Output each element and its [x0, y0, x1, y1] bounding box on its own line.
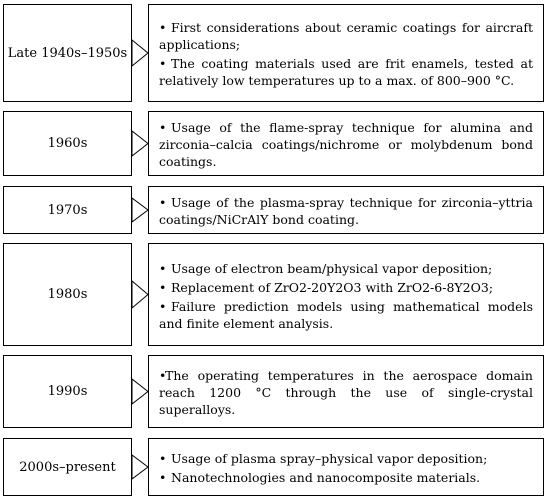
list-item: • First considerations about ceramic coatings for aircraft applications; [159, 20, 533, 52]
list-item: • Usage of the flame-spray technique for alumina and zirconia–calcia coatings/nichrome or molybdenum bond coatings. [159, 120, 533, 169]
period-box [3, 186, 132, 234]
description-box [148, 4, 544, 102]
arrow-connector [132, 4, 148, 102]
timeline-row-1980s [3, 243, 544, 346]
period-label: 1960s [47, 136, 88, 151]
arrow-connector [132, 111, 148, 176]
description-box [148, 243, 544, 346]
timeline-row-2000s [3, 438, 544, 496]
list-item: • Nanotechnologies and nanocomposite materials. [159, 470, 481, 485]
arrow-connector [132, 355, 148, 428]
description-box [148, 355, 544, 428]
list-item: • Failure prediction models using mathematical models and finite element analysis. [159, 298, 533, 331]
period-label: 1980s [47, 287, 88, 302]
timeline-row-1960s [3, 111, 544, 176]
arrow-connector [132, 186, 148, 234]
period-label: 1970s [47, 202, 88, 218]
timeline-row-1990s [3, 355, 544, 428]
period-box [3, 438, 132, 496]
arrow-connector [132, 243, 148, 346]
period-box [3, 111, 132, 176]
description-box [148, 438, 544, 496]
timeline-row-1940s [3, 4, 544, 102]
description-box [148, 111, 544, 176]
period-label: 2000s–present [19, 459, 116, 475]
period-box [3, 243, 132, 346]
period-box [3, 355, 132, 428]
list-item: •The operating temperatures in the aerospace domain reach 1200 °C through the use of single-crystal superalloys. [159, 368, 533, 417]
list-item: • Usage of electron beam/physical vapor deposition; [159, 260, 493, 276]
list-item: • The coating materials used are frit enamels, tested at relatively low temperatures up to a max. of 800–900 °C. [159, 56, 533, 88]
list-item: • Usage of the plasma-spray technique for zirconia–yttria coatings/NiCrAlY bond coating. [159, 195, 533, 227]
list-item: • Usage of plasma spray–physical vapor deposition; [159, 451, 488, 466]
period-label: Late 1940s–1950s [7, 45, 128, 61]
arrow-connector [132, 438, 148, 496]
period-box [3, 4, 132, 102]
list-item: • Replacement of ZrO2-20Y2O3 with ZrO2-6-8Y2O3; [159, 279, 494, 295]
period-label: 1990s [47, 384, 88, 399]
timeline-row-1970s [3, 186, 544, 234]
description-box [148, 186, 544, 234]
